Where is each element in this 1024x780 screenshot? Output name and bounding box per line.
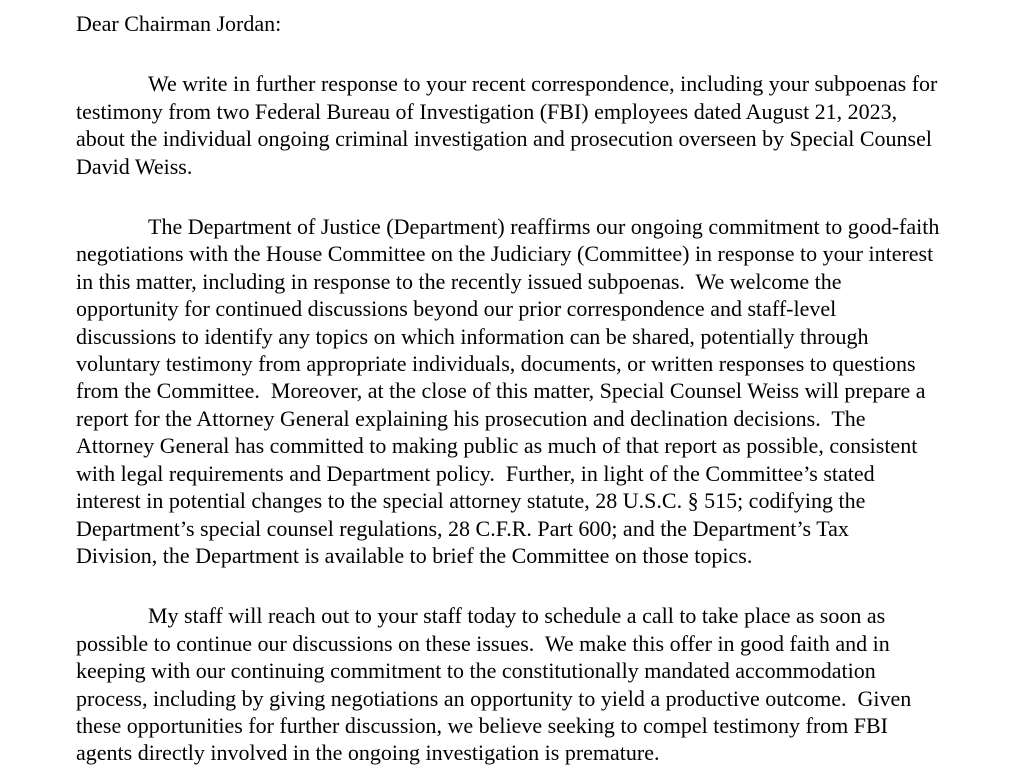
letter-line: about the individual ongoing criminal investigation and prosecution overseen by Special Counsel (76, 126, 932, 152)
letter-line: Attorney General has committed to making public as much of that report as possible, consistent (76, 433, 918, 459)
letter-line: discussions to identify any topics on which information can be shared, potentially through (76, 323, 869, 349)
letter-line: interest in potential changes to the special attorney statute, 28 U.S.C. § 515; codifying the (76, 488, 866, 514)
letter-paragraph (76, 602, 996, 766)
letter-line: possible to continue our discussions on these issues. We make this offer in good faith and in (76, 630, 890, 656)
letter-line: agents directly involved in the ongoing investigation is premature. (76, 740, 660, 766)
letter-line: negotiations with the House Committee on the Judiciary (Committee) in response to your interest (76, 241, 934, 267)
letter-line: David Weiss. (76, 153, 193, 179)
letter-line: We write in further response to your recent correspondence, including your subpoenas for (148, 71, 938, 97)
letter-paragraph (76, 213, 996, 569)
letter-line: Division, the Department is available to brief the Committee on those topics. (76, 542, 753, 568)
letter-line: from the Committee. Moreover, at the close of this matter, Special Counsel Weiss will prepare a (76, 378, 926, 404)
salutation: Dear Chairman Jordan: (76, 11, 282, 36)
letter-paragraph (76, 70, 996, 180)
letter-line: testimony from two Federal Bureau of Investigation (FBI) employees dated August 21, 2023, (76, 98, 898, 124)
letter-line: process, including by giving negotiations an opportunity to yield a productive outcome. Given (76, 685, 912, 711)
letter-line: keeping with our continuing commitment to the constitutionally mandated accommodation (76, 658, 876, 684)
letter-line: The Department of Justice (Department) reaffirms our ongoing commitment to good-faith (148, 214, 940, 240)
letter-line: with legal requirements and Department policy. Further, in light of the Committee’s stated (76, 460, 875, 486)
letter-line: My staff will reach out to your staff today to schedule a call to take place as soon as (148, 603, 886, 629)
letter-line: report for the Attorney General explaining his prosecution and declination decisions. The (76, 405, 866, 431)
letter-line: in this matter, including in response to the recently issued subpoenas. We welcome the (76, 268, 842, 294)
letter-line: these opportunities for further discussion, we believe seeking to compel testimony from FBI (76, 712, 889, 738)
letter-line: voluntary testimony from appropriate individuals, documents, or written responses to questions (76, 351, 916, 377)
letter-line: Department’s special counsel regulations, 28 C.F.R. Part 600; and the Department’s Tax (76, 515, 849, 541)
letter-body (76, 70, 996, 766)
letter-line: opportunity for continued discussions beyond our prior correspondence and staff-level (76, 296, 837, 322)
